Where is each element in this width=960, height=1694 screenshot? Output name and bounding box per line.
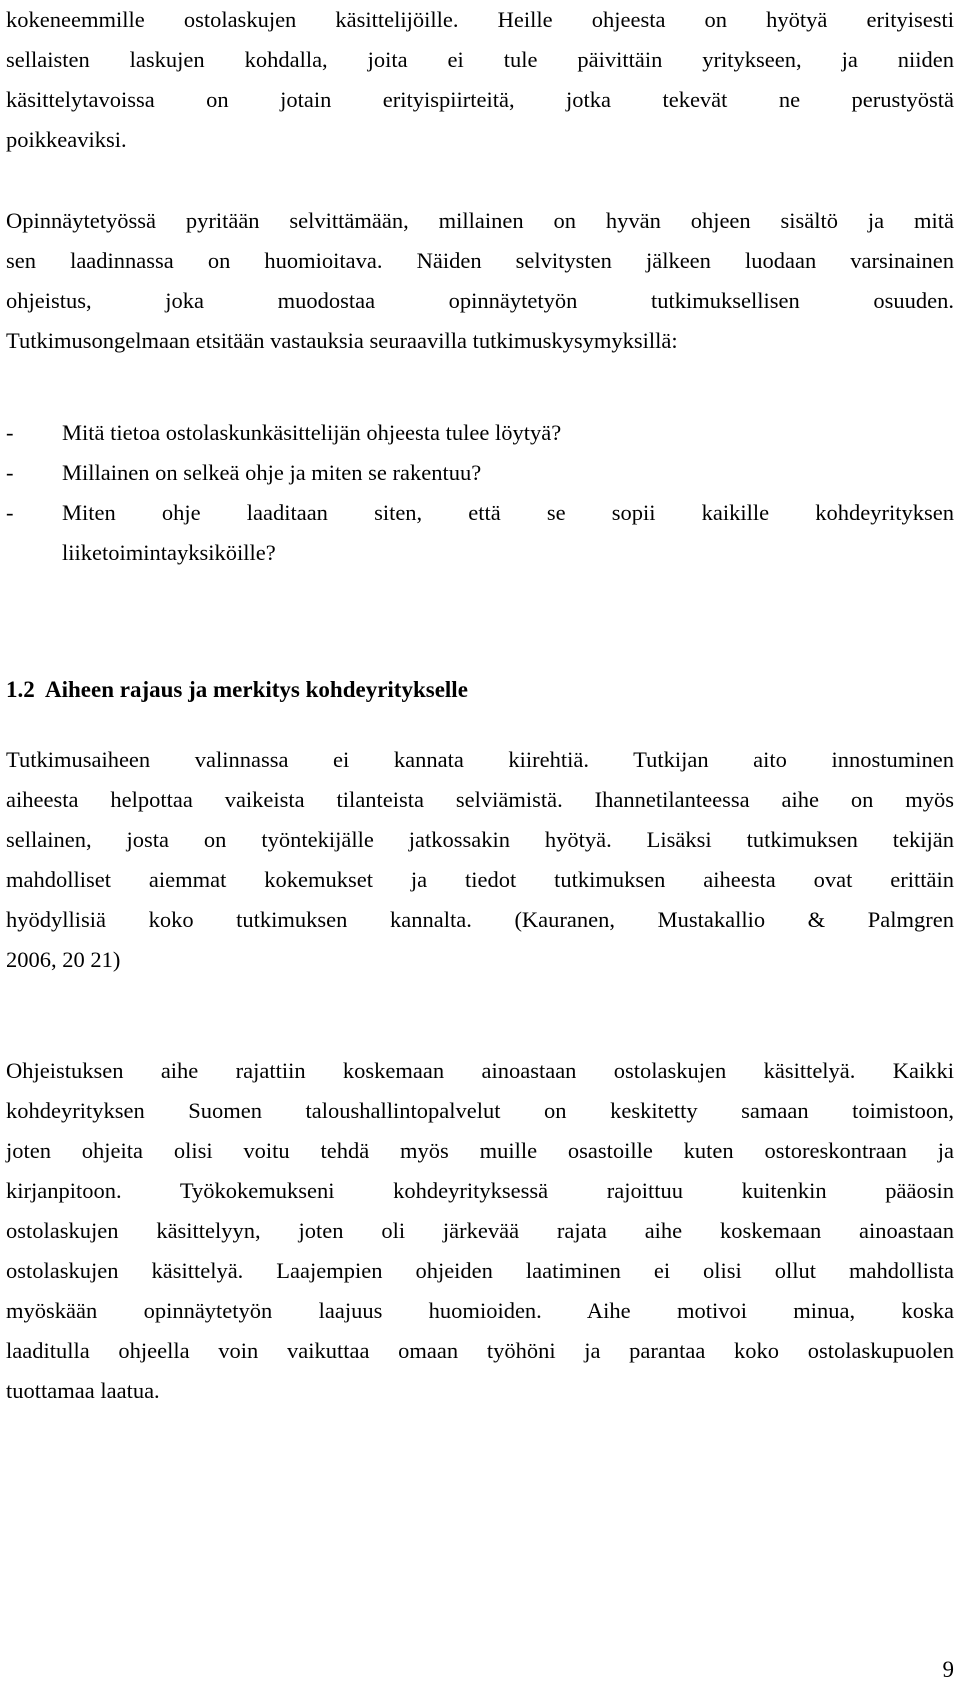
paragraph-intro (6, 0, 954, 160)
text-line: Millainen on selkeä ohje ja miten se rakentuu? (62, 460, 482, 485)
list-item (6, 453, 954, 493)
page-number: 9 (942, 1657, 954, 1682)
section-title: Aiheen rajaus ja merkitys kohdeyritykselle (44, 677, 468, 702)
list-dash: - (6, 460, 14, 485)
text-line: sen laadinnassa on huomioitava. Näiden selvitysten jälkeen luodaan varsinainen (6, 248, 954, 273)
text-line: ostolaskujen käsittelyyn, joten oli järkevää rajata aihe koskemaan ainoastaan (6, 1218, 954, 1243)
text-line: Mitä tietoa ostolaskunkäsittelijän ohjeesta tulee löytyä? (62, 420, 562, 445)
section-number: 1.2 (6, 677, 35, 702)
text-line: mahdolliset aiemmat kokemukset ja tiedot tutkimuksen aiheesta ovat erittäin (6, 867, 954, 892)
paragraph-topic (6, 740, 954, 980)
list-dash: - (6, 500, 14, 525)
text-line: joten ohjeita olisi voitu tehdä myös muille osastoille kuten ostoreskontraan ja (6, 1138, 954, 1163)
text-line: kokeneemmille ostolaskujen käsittelijöille. Heille ohjeesta on hyötyä erityisesti (6, 7, 954, 32)
text-line: 2006, 20 21) (6, 947, 121, 972)
text-line: Tutkimusongelmaan etsitään vastauksia seuraavilla tutkimuskysymyksillä: (6, 328, 678, 353)
list-item (6, 413, 954, 453)
text-line: Ohjeistuksen aihe rajattiin koskemaan ainoastaan ostolaskujen käsittelyä. Kaikki (6, 1058, 954, 1083)
text-line: Opinnäytetyössä pyritään selvittämään, millainen on hyvän ohjeen sisältö ja mitä (6, 208, 954, 233)
text-line: myöskään opinnäytetyön laajuus huomioiden. Aihe motivoi minua, koska (6, 1298, 954, 1323)
text-line: kohdeyrityksen Suomen taloushallintopalvelut on keskitetty samaan toimistoon, (6, 1098, 954, 1123)
text-line: sellaisten laskujen kohdalla, joita ei tule päivittäin yritykseen, ja niiden (6, 47, 954, 72)
text-line: laaditulla ohjeella voin vaikuttaa omaan työhöni ja parantaa koko ostolaskupuolen (6, 1338, 954, 1363)
text-line: hyödyllisiä koko tutkimuksen kannalta. (Kauranen, Mustakallio & Palmgren (6, 907, 954, 932)
section-heading (6, 670, 468, 710)
text-line: kirjanpitoon. Työkokemukseni kohdeyrityksessä rajoittuu kuitenkin pääosin (6, 1178, 954, 1203)
text-line: käsittelytavoissa on jotain erityispiirteitä, jotka tekevät ne perustyöstä (6, 87, 954, 112)
text-line: sellainen, josta on työntekijälle jatkossakin hyötyä. Lisäksi tutkimuksen tekijän (6, 827, 954, 852)
list-dash: - (6, 420, 14, 445)
text-line: Miten ohje laaditaan siten, että se sopii kaikille kohdeyrityksen (62, 500, 954, 525)
text-line: aiheesta helpottaa vaikeista tilanteista selviämistä. Ihannetilanteessa aihe on myös (6, 787, 954, 812)
text-line: Tutkimusaiheen valinnassa ei kannata kiirehtiä. Tutkijan aito innostuminen (6, 747, 954, 772)
text-line: poikkeaviksi. (6, 127, 127, 152)
text-line: liiketoimintayksiköille? (62, 540, 276, 565)
paragraph-goal (6, 201, 954, 361)
text-line: tuottamaa laatua. (6, 1378, 160, 1403)
text-line: ohjeistus, joka muodostaa opinnäytetyön tutkimuksellisen osuuden. (6, 288, 954, 313)
research-questions-list (6, 413, 954, 573)
paragraph-scope (6, 1051, 954, 1411)
list-item (6, 493, 954, 573)
text-line: ostolaskujen käsittelyä. Laajempien ohjeiden laatiminen ei olisi ollut mahdollista (6, 1258, 954, 1283)
